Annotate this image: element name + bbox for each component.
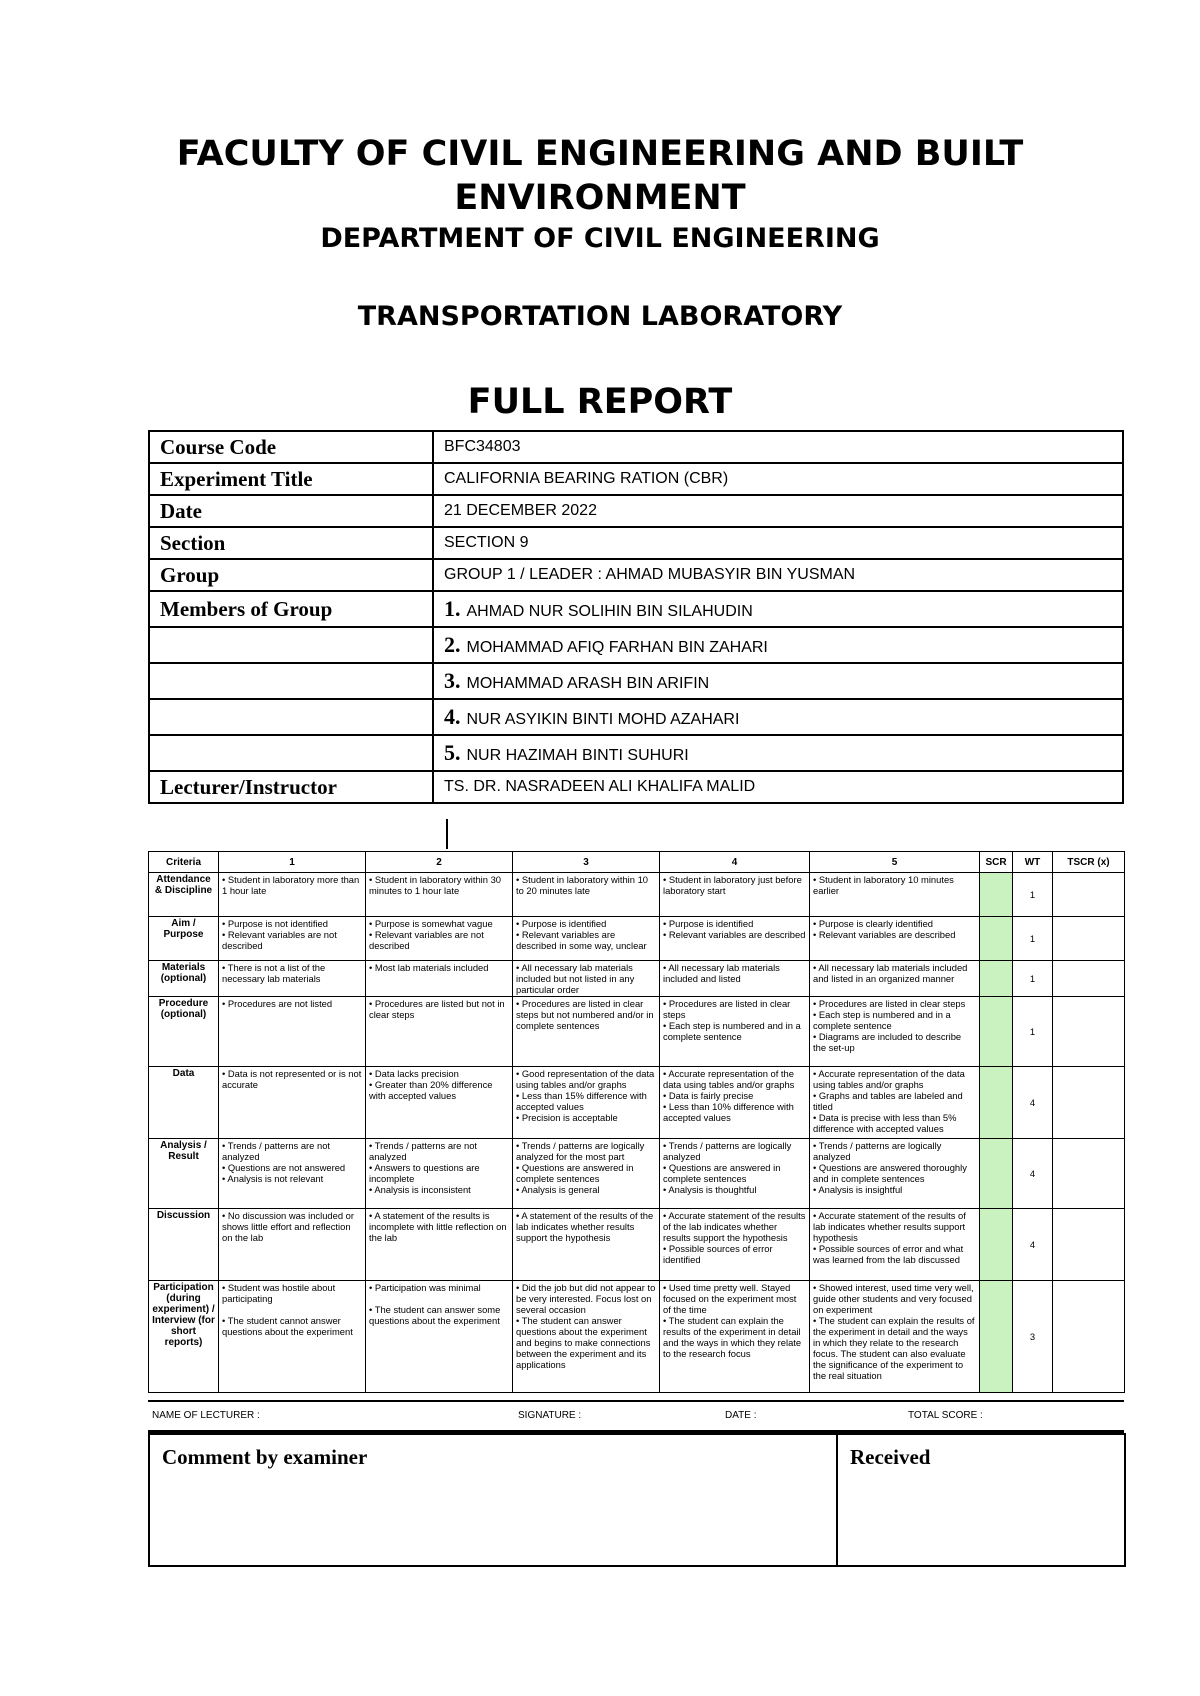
- rubric-descriptor-line: • Procedures are listed in clear steps: [663, 998, 791, 1020]
- rubric-descriptor-line: • Used time pretty well. Stayed focused on the experiment most of the time: [663, 1282, 797, 1315]
- rubric-descriptor-cell: [366, 917, 513, 961]
- score-input-cell[interactable]: [980, 873, 1013, 917]
- score-input-cell[interactable]: [980, 997, 1013, 1067]
- rubric-descriptor-cell: [366, 1281, 513, 1393]
- rubric-descriptor-line: • Student was hostile about participating: [222, 1282, 336, 1304]
- member-number: 2.: [444, 632, 461, 657]
- report-info-table: [148, 430, 1124, 804]
- score-input-cell[interactable]: [980, 1209, 1013, 1281]
- rubric-descriptor-line: • Analysis is thoughtful: [663, 1184, 757, 1195]
- rubric-descriptor-line: • Diagrams are included to describe the set-up: [813, 1031, 962, 1053]
- rubric-descriptor-cell: [513, 1067, 660, 1139]
- rubric-descriptor-line: • Purpose is identified: [516, 918, 607, 929]
- rubric-descriptor-line: • No discussion was included or shows little effort and reflection on the lab: [222, 1210, 354, 1243]
- info-row-lecturer: [149, 771, 1123, 803]
- info-row-member-4: [149, 699, 1123, 735]
- weight-cell: 1: [1013, 961, 1053, 997]
- rubric-descriptor-cell: [219, 961, 366, 997]
- section-label: Section: [149, 527, 433, 559]
- score-input-cell[interactable]: [980, 1281, 1013, 1393]
- rubric-descriptor-cell: [810, 917, 980, 961]
- rubric-descriptor-line: • Did the job but did not appear to be very interested. Focus lost on several occasion: [516, 1282, 656, 1315]
- rubric-descriptor-line: • Purpose is clearly identified: [813, 918, 934, 929]
- date-value: 21 DECEMBER 2022: [433, 495, 1123, 527]
- footer-date-label: DATE :: [725, 1410, 757, 1421]
- score-input-cell[interactable]: [980, 917, 1013, 961]
- department-title: DEPARTMENT OF CIVIL ENGINEERING: [320, 223, 880, 254]
- rubric-descriptor-line: • Relevant variables are described: [663, 929, 806, 940]
- rubric-descriptor-cell: [810, 873, 980, 917]
- laboratory-title: TRANSPORTATION LABORATORY: [357, 301, 843, 332]
- rubric-descriptor-line: • The student can answer questions about the experiment and begins to make connections between the experiment and its applications: [516, 1315, 651, 1370]
- rubric-descriptor-cell: [219, 873, 366, 917]
- rubric-descriptor-line: • Trends / patterns are logically analyzed: [663, 1140, 792, 1162]
- rubric-descriptor-cell: [810, 997, 980, 1067]
- member-name: AHMAD NUR SOLIHIN BIN SILAHUDIN: [466, 603, 753, 620]
- weight-cell: 1: [1013, 917, 1053, 961]
- rubric-descriptor-line: • Each step is numbered and in a complete sentence: [813, 1009, 951, 1031]
- rubric-descriptor-cell: [660, 997, 810, 1067]
- rubric-descriptor-line: • Procedures are listed but not in clear steps: [369, 998, 505, 1020]
- rubric-descriptor-cell: [513, 997, 660, 1067]
- member-5: [433, 735, 1123, 771]
- rubric-descriptor-line: • Accurate statement of the results of the lab indicates whether results support the hypothesis: [663, 1210, 806, 1243]
- rubric-row: [149, 961, 1125, 997]
- rubric-descriptor-cell: [660, 917, 810, 961]
- score-input-cell[interactable]: [980, 961, 1013, 997]
- rubric-descriptor-line: • All necessary lab materials included but not listed in any particular order: [516, 962, 635, 995]
- rubric-descriptor-cell: [366, 1209, 513, 1281]
- rubric-row: [149, 917, 1125, 961]
- rubric-descriptor-line: • All necessary lab materials included and listed: [663, 962, 780, 984]
- info-row-course-code: [149, 431, 1123, 463]
- rubric-descriptor-line: • Relevant variables are not described: [222, 929, 337, 951]
- experiment-title-label: Experiment Title: [149, 463, 433, 495]
- rubric-descriptor-line: • Less than 10% difference with accepted values: [663, 1101, 794, 1123]
- member-number: 5.: [444, 740, 461, 765]
- rubric-criteria: Data: [149, 1067, 219, 1139]
- faculty-title-line1: FACULTY OF CIVIL ENGINEERING AND BUILT: [176, 134, 1024, 174]
- rubric-descriptor-line: • Student in laboratory within 30 minutes to 1 hour late: [369, 874, 502, 896]
- rubric-descriptor-line: • Student in laboratory 10 minutes earlier: [813, 874, 954, 896]
- rubric-descriptor-line: • Each step is numbered and in a complete sentence: [663, 1020, 801, 1042]
- course-code-value: BFC34803: [433, 431, 1123, 463]
- rubric-descriptor-line: • Graphs and tables are labeled and titled: [813, 1090, 963, 1112]
- lecturer-name-label: NAME OF LECTURER :: [152, 1410, 260, 1421]
- rubric-descriptor-line: [222, 1304, 362, 1315]
- rubric-header-cell: WT: [1013, 852, 1053, 873]
- rubric-descriptor-line: • Accurate statement of the results of lab indicates whether results support hypothesis: [813, 1210, 966, 1243]
- rubric-descriptor-line: • Student in laboratory just before laboratory start: [663, 874, 802, 896]
- rubric-descriptor-cell: [660, 1067, 810, 1139]
- rubric-descriptor-line: • Trends / patterns are logically analyzed for the most part: [516, 1140, 645, 1162]
- rubric-descriptor-cell: [219, 917, 366, 961]
- rubric-descriptor-cell: [810, 961, 980, 997]
- rubric-header-row: [149, 852, 1125, 873]
- rubric-descriptor-line: • Procedures are listed in clear steps but not numbered and/or in complete sentences: [516, 998, 654, 1031]
- lecturer-label: Lecturer/Instructor: [149, 771, 433, 803]
- rubric-descriptor-line: • Procedures are listed in clear steps: [813, 998, 966, 1009]
- rubric-header-cell: Criteria: [149, 852, 219, 873]
- lecturer-value: TS. DR. NASRADEEN ALI KHALIFA MALID: [433, 771, 1123, 803]
- rubric-descriptor-cell: [366, 1067, 513, 1139]
- rubric-descriptor-line: • Most lab materials included: [369, 962, 489, 973]
- rubric-descriptor-cell: [660, 1209, 810, 1281]
- rubric-descriptor-line: • Questions are answered in complete sentences: [663, 1162, 781, 1184]
- info-row-section: [149, 527, 1123, 559]
- rubric-descriptor-line: • Answers to questions are incomplete: [369, 1162, 480, 1184]
- rubric-descriptor-line: • The student cannot answer questions about the experiment: [222, 1315, 353, 1337]
- signature-footer: [148, 1400, 1124, 1433]
- rubric-descriptor-line: • Trends / patterns are not analyzed: [222, 1140, 331, 1162]
- rubric-descriptor-line: • Relevant variables are described in some way, unclear: [516, 929, 647, 951]
- rubric-descriptor-line: • Questions are not answered: [222, 1162, 346, 1173]
- weight-cell: 1: [1013, 997, 1053, 1067]
- rubric-criteria: Participation (during experiment) / Interview (for short reports): [149, 1281, 219, 1393]
- rubric-header-cell: 1: [219, 852, 366, 873]
- rubric-descriptor-line: • Accurate representation of the data using tables and/or graphs: [663, 1068, 795, 1090]
- rubric-header-cell: 3: [513, 852, 660, 873]
- rubric-criteria: Materials (optional): [149, 961, 219, 997]
- weight-cell: 1: [1013, 873, 1053, 917]
- comment-box: [148, 1433, 1126, 1567]
- date-label: Date: [149, 495, 433, 527]
- rubric-descriptor-line: • Precision is acceptable: [516, 1112, 618, 1123]
- rubric-descriptor-line: • Questions are answered thoroughly and in complete sentences: [813, 1162, 967, 1184]
- rubric-descriptor-cell: [810, 1139, 980, 1209]
- rubric-descriptor-line: • The student can explain the results of the experiment in detail and the ways in which they relate to the research focus: [663, 1315, 802, 1359]
- info-row-date: [149, 495, 1123, 527]
- rubric-criteria: Analysis / Result: [149, 1139, 219, 1209]
- rubric-descriptor-cell: [660, 873, 810, 917]
- member-3: [433, 663, 1123, 699]
- rubric-descriptor-cell: [810, 1281, 980, 1393]
- rubric-descriptor-cell: [219, 997, 366, 1067]
- members-label-empty: [149, 699, 433, 735]
- member-number: 1.: [444, 596, 461, 621]
- rubric-header-cell: SCR: [980, 852, 1013, 873]
- total-score-cell[interactable]: [1053, 961, 1125, 997]
- info-row-member-1: [149, 591, 1123, 627]
- info-row-experiment-title: [149, 463, 1123, 495]
- group-label: Group: [149, 559, 433, 591]
- rubric-descriptor-line: • Analysis is insightful: [813, 1184, 903, 1195]
- rubric-descriptor-line: • Data is fairly precise: [663, 1090, 754, 1101]
- rubric-descriptor-line: • The student can explain the results of the experiment in detail and the ways in which they relate to the research focus. The student can also evaluate the significance of the experiment to the real situation: [813, 1315, 975, 1381]
- report-type-title: FULL REPORT: [467, 382, 733, 422]
- rubric-row: [149, 997, 1125, 1067]
- rubric-header-cell: 2: [366, 852, 513, 873]
- signature-label: SIGNATURE :: [518, 1410, 582, 1421]
- rubric-row: [149, 873, 1125, 917]
- rubric-descriptor-line: • Analysis is not relevant: [222, 1173, 324, 1184]
- rubric-descriptor-cell: [219, 1139, 366, 1209]
- weight-cell: 4: [1013, 1209, 1053, 1281]
- weight-cell: 4: [1013, 1139, 1053, 1209]
- rubric-header-cell: 4: [660, 852, 810, 873]
- rubric-descriptor-cell: [513, 873, 660, 917]
- faculty-title-line2: ENVIRONMENT: [454, 178, 746, 218]
- rubric-descriptor-cell: [219, 1067, 366, 1139]
- rubric-criteria: Procedure (optional): [149, 997, 219, 1067]
- rubric-criteria: Discussion: [149, 1209, 219, 1281]
- rubric-descriptor-cell: [660, 1281, 810, 1393]
- total-score-cell[interactable]: [1053, 1281, 1125, 1393]
- rubric-descriptor-line: • Student in laboratory more than 1 hour late: [222, 874, 360, 896]
- rubric-descriptor-line: • Data lacks precision: [369, 1068, 459, 1079]
- rubric-descriptor-line: • Participation was minimal: [369, 1282, 481, 1293]
- rubric-descriptor-line: • Procedures are not listed: [222, 998, 333, 1009]
- rubric-descriptor-cell: [366, 1139, 513, 1209]
- total-score-cell[interactable]: [1053, 873, 1125, 917]
- rubric-descriptor-line: • Analysis is inconsistent: [369, 1184, 471, 1195]
- table-divider: [446, 819, 448, 849]
- rubric-descriptor-line: • Data is precise with less than 5% difference with accepted values: [813, 1112, 957, 1134]
- total-score-cell[interactable]: [1053, 917, 1125, 961]
- rubric-header-cell: 5: [810, 852, 980, 873]
- rubric-descriptor-line: • Data is not represented or is not accurate: [222, 1068, 362, 1090]
- rubric-row: [149, 1067, 1125, 1139]
- rubric-descriptor-cell: [513, 961, 660, 997]
- member-name: MOHAMMAD ARASH BIN ARIFIN: [466, 675, 710, 692]
- score-input-cell[interactable]: [980, 1067, 1013, 1139]
- rubric-descriptor-line: • Relevant variables are described: [813, 929, 956, 940]
- rubric-descriptor-cell: [513, 1209, 660, 1281]
- members-label-empty: [149, 735, 433, 771]
- rubric-descriptor-line: • Possible sources of error and what was learned from the lab discussed: [813, 1243, 964, 1265]
- rubric-descriptor-line: • Good representation of the data using tables and/or graphs: [516, 1068, 655, 1090]
- rubric-descriptor-line: • Relevant variables are not described: [369, 929, 484, 951]
- rubric-descriptor-line: • Trends / patterns are not analyzed: [369, 1140, 478, 1162]
- rubric-descriptor-line: [369, 1293, 509, 1304]
- rubric-descriptor-line: • All necessary lab materials included and listed in an organized manner: [813, 962, 968, 984]
- member-4: [433, 699, 1123, 735]
- total-score-cell[interactable]: [1053, 1067, 1125, 1139]
- info-row-group: [149, 559, 1123, 591]
- received-label: Received: [850, 1445, 931, 1469]
- rubric-descriptor-line: • The student can answer some questions about the experiment: [369, 1304, 501, 1326]
- rubric-descriptor-line: • Possible sources of error identified: [663, 1243, 773, 1265]
- rubric-descriptor-cell: [366, 997, 513, 1067]
- weight-cell: 4: [1013, 1067, 1053, 1139]
- member-name: MOHAMMAD AFIQ FARHAN BIN ZAHARI: [466, 639, 768, 656]
- info-row-member-3: [149, 663, 1123, 699]
- rubric-descriptor-line: • Trends / patterns are logically analyzed: [813, 1140, 942, 1162]
- info-row-member-2: [149, 627, 1123, 663]
- member-number: 4.: [444, 704, 461, 729]
- experiment-title-value: CALIFORNIA BEARING RATION (CBR): [433, 463, 1123, 495]
- score-input-cell[interactable]: [980, 1139, 1013, 1209]
- rubric-descriptor-line: • Purpose is somewhat vague: [369, 918, 493, 929]
- group-value: GROUP 1 / LEADER : AHMAD MUBASYIR BIN YUSMAN: [433, 559, 1123, 591]
- rubric-descriptor-line: • A statement of the results of the lab indicates whether results support the hypothesis: [516, 1210, 654, 1243]
- members-label-empty: [149, 627, 433, 663]
- total-score-cell[interactable]: [1053, 997, 1125, 1067]
- course-code-label: Course Code: [149, 431, 433, 463]
- rubric-descriptor-line: • Purpose is not identified: [222, 918, 328, 929]
- rubric-descriptor-cell: [366, 961, 513, 997]
- rubric-descriptor-cell: [513, 1139, 660, 1209]
- rubric-descriptor-cell: [219, 1281, 366, 1393]
- members-label-empty: [149, 663, 433, 699]
- rubric-descriptor-line: • Greater than 20% difference with accepted values: [369, 1079, 493, 1101]
- comment-by-examiner-label: Comment by examiner: [162, 1445, 368, 1469]
- rubric-descriptor-line: • Student in laboratory within 10 to 20 minutes late: [516, 874, 649, 896]
- total-score-label: TOTAL SCORE :: [908, 1410, 983, 1421]
- rubric-descriptor-line: • There is not a list of the necessary lab materials: [222, 962, 326, 984]
- rubric-row: [149, 1281, 1125, 1393]
- rubric-criteria: Attendance & Discipline: [149, 873, 219, 917]
- comment-divider: [836, 1435, 838, 1565]
- rubric-descriptor-line: • Analysis is general: [516, 1184, 600, 1195]
- rubric-descriptor-line: • Accurate representation of the data using tables and/or graphs: [813, 1068, 965, 1090]
- member-name: NUR HAZIMAH BINTI SUHURI: [466, 747, 689, 764]
- info-row-member-5: [149, 735, 1123, 771]
- member-name: NUR ASYIKIN BINTI MOHD AZAHARI: [466, 711, 740, 728]
- rubric-descriptor-line: • Purpose is identified: [663, 918, 754, 929]
- rubric-descriptor-cell: [513, 1281, 660, 1393]
- member-2: [433, 627, 1123, 663]
- rubric-descriptor-line: • Questions are answered in complete sentences: [516, 1162, 634, 1184]
- member-1: [433, 591, 1123, 627]
- rubric-row: [149, 1209, 1125, 1281]
- rubric-descriptor-line: • Showed interest, used time very well, guide other students and very focused on experiment: [813, 1282, 974, 1315]
- total-score-cell[interactable]: [1053, 1209, 1125, 1281]
- rubric-table: [148, 851, 1125, 1393]
- rubric-row: [149, 1139, 1125, 1209]
- rubric-descriptor-line: • Less than 15% difference with accepted values: [516, 1090, 647, 1112]
- rubric-descriptor-cell: [219, 1209, 366, 1281]
- faculty-title: [0, 132, 1200, 220]
- rubric-descriptor-line: • A statement of the results is incomplete with little reflection on the lab: [369, 1210, 507, 1243]
- total-score-cell[interactable]: [1053, 1139, 1125, 1209]
- rubric-descriptor-cell: [513, 917, 660, 961]
- rubric-descriptor-cell: [810, 1067, 980, 1139]
- rubric-descriptor-cell: [660, 1139, 810, 1209]
- rubric-criteria: Aim / Purpose: [149, 917, 219, 961]
- member-number: 3.: [444, 668, 461, 693]
- members-label: Members of Group: [149, 591, 433, 627]
- weight-cell: 3: [1013, 1281, 1053, 1393]
- rubric-descriptor-cell: [810, 1209, 980, 1281]
- rubric-header-cell: TSCR (x): [1053, 852, 1125, 873]
- rubric-descriptor-cell: [366, 873, 513, 917]
- section-value: SECTION 9: [433, 527, 1123, 559]
- rubric-descriptor-cell: [660, 961, 810, 997]
- rubric-body: [149, 873, 1125, 1393]
